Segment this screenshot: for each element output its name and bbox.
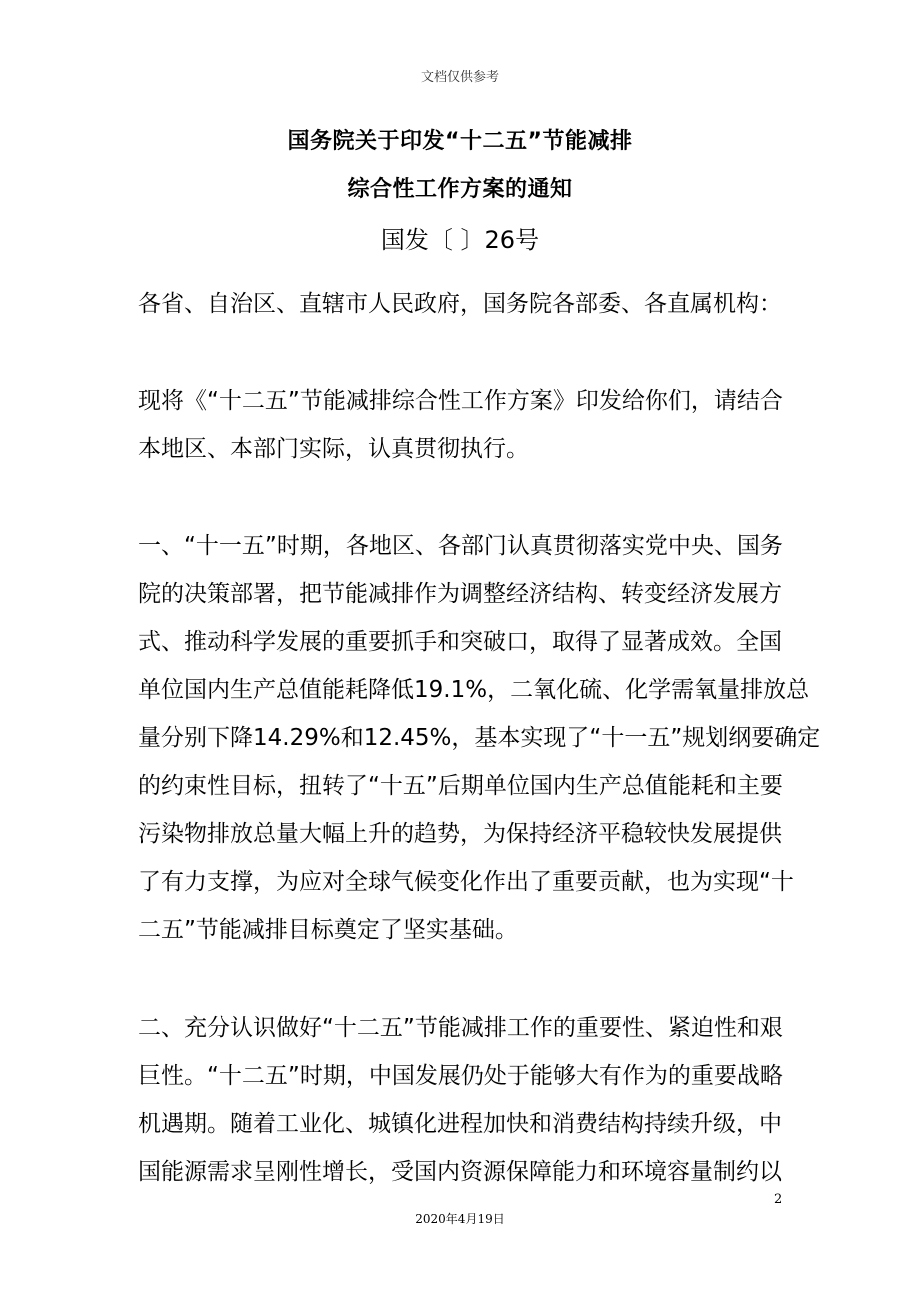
section-1-paragraph	[138, 522, 821, 954]
header-note: 文档仅供参考	[420, 70, 499, 85]
section-1-line: 二五”节能减排目标奠定了坚实基础。	[138, 917, 518, 943]
footer-date: 2020年4月19日	[415, 1212, 505, 1226]
section-2-paragraph	[138, 1004, 783, 1196]
page-number: 2	[774, 1192, 783, 1207]
document-title-line-1: 国务院关于印发“十二五”节能减排	[287, 129, 633, 154]
section-1-line: 的约束性目标，扭转了“十五”后期单位国内生产总值能耗和主要	[138, 773, 783, 799]
section-1-line: 了有力支撑，为应对全球气候变化作出了重要贡献，也为实现“十	[138, 869, 794, 895]
section-2-line: 二、充分认识做好“十二五”节能减排工作的重要性、紧迫性和艰	[138, 1015, 783, 1041]
intro-line: 现将《“十二五”节能减排综合性工作方案》印发给你们，请结合	[138, 388, 783, 414]
section-1-line: 院的决策部署，把节能减排作为调整经济结构、转变经济发展方	[138, 581, 782, 607]
section-1-line: 单位国内生产总值能耗降低19.1%，二氧化硫、化学需氧量排放总	[138, 677, 810, 703]
address-paragraph	[138, 280, 782, 328]
intro-line: 本地区、本部门实际，认真贯彻执行。	[138, 436, 529, 462]
address-line: 各省、自治区、直辖市人民政府，国务院各部委、各直属机构：	[138, 291, 782, 317]
section-2-line: 巨性。“十二五”时期，中国发展仍处于能够大有作为的重要战略	[138, 1063, 783, 1089]
intro-paragraph	[138, 377, 783, 473]
section-1-line: 量分别下降14.29%和12.45%，基本实现了“十一五”规划纲要确定	[138, 725, 821, 751]
document-title-line-2: 综合性工作方案的通知	[347, 177, 573, 202]
section-1-line: 式、推动科学发展的重要抓手和突破口，取得了显著成效。全国	[138, 629, 782, 655]
section-2-line: 国能源需求呈刚性增长，受国内资源保障能力和环境容量制约以	[138, 1159, 782, 1185]
section-2-line: 机遇期。随着工业化、城镇化进程加快和消费结构持续升级，中	[138, 1111, 782, 1137]
document-number: 国发〔 〕26号	[380, 226, 540, 254]
section-1-line: 一、“十一五”时期，各地区、各部门认真贯彻落实党中央、国务	[138, 533, 783, 559]
section-1-line: 污染物排放总量大幅上升的趋势，为保持经济平稳较快发展提供	[138, 821, 782, 847]
